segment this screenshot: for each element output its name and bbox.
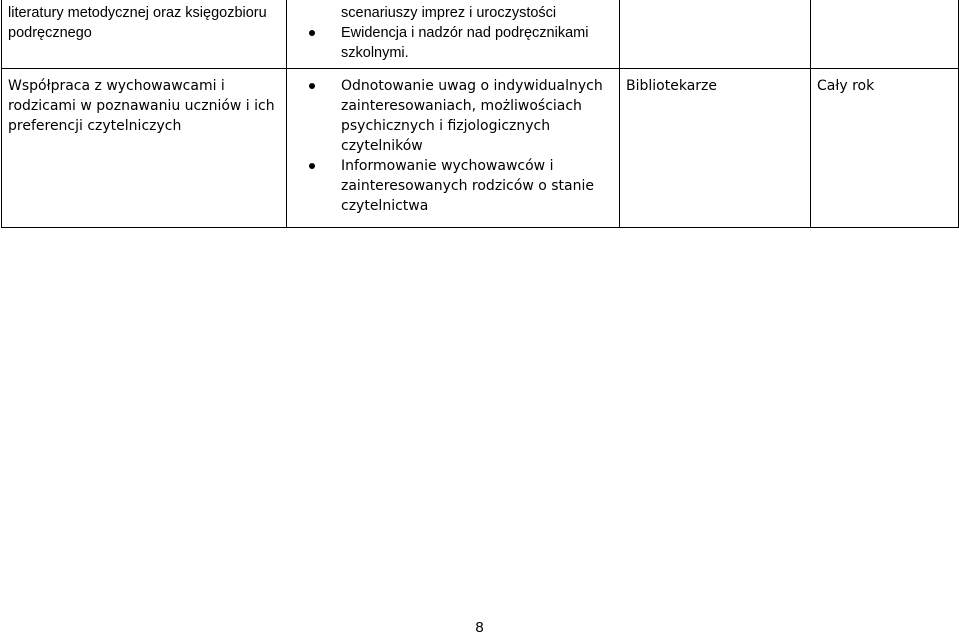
table-row [2,69,959,228]
activities-cell [287,0,620,69]
activity-text: Odnotowanie uwag o indywidualnych zainteresowaniach, możliwościach psychicznych i fizjologicznych czytelników [341,78,603,154]
activity-list [293,23,613,63]
list-item [293,76,613,156]
task-cell [2,0,287,69]
responsible-text: Bibliotekarze [626,78,717,94]
list-item [293,156,613,216]
activity-continuation: scenariuszy imprez i uroczystości [341,5,557,21]
activity-text: Ewidencja i nadzór nad podręcznikami szkolnymi. [341,25,589,61]
bullet-icon [309,83,315,89]
table-row [2,0,959,69]
task-text: Współpraca z wychowawcami i rodzicami w poznawaniu uczniów i ich preferencji czytelniczych [8,78,275,134]
responsible-cell [620,0,811,69]
responsible-cell [620,69,811,228]
page-number: 8 [475,619,484,636]
bullet-icon [309,163,315,169]
activities-cell [287,69,620,228]
activity-list [293,76,613,216]
task-cell [2,69,287,228]
deadline-text: Cały rok [817,78,875,94]
list-item [293,23,613,63]
plan-table [1,0,959,228]
task-text: literatury metodycznej oraz księgozbioru podręcznego [8,5,267,41]
activity-text: Informowanie wychowawców i zainteresowanych rodziców o stanie czytelnictwa [341,158,594,214]
deadline-cell [811,69,959,228]
bullet-icon [309,30,315,36]
deadline-cell [811,0,959,69]
